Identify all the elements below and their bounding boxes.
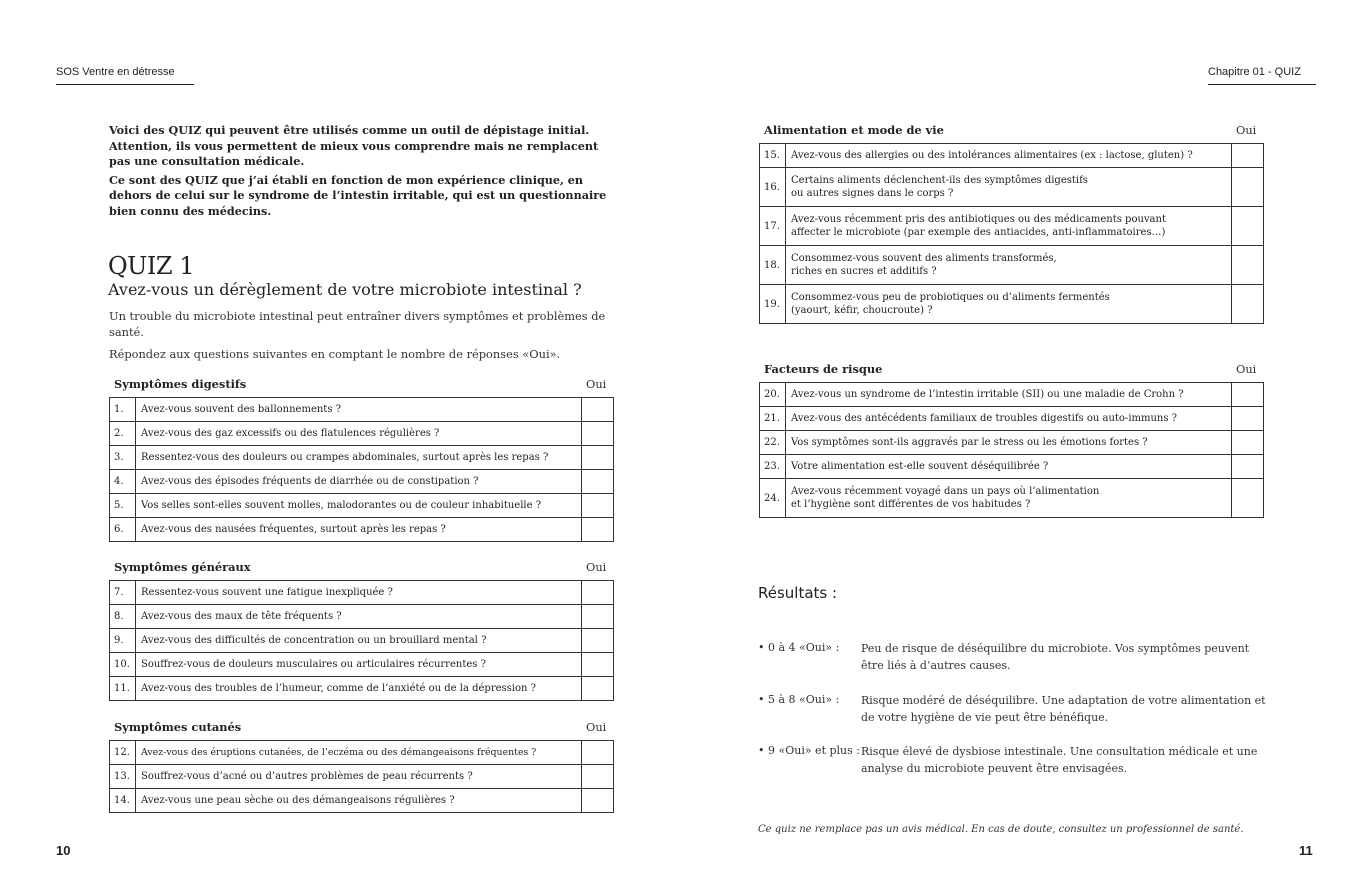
table-row xyxy=(760,455,1264,479)
question-number: 22. xyxy=(760,431,786,455)
question-number: 7. xyxy=(110,581,136,605)
table-row xyxy=(760,168,1264,207)
question-text: Vos symptômes sont-ils aggravés par le stress ou les émotions fortes ? xyxy=(786,431,1232,455)
intro-p1-part-a: Voici des QUIZ qui peuvent être utilisés comme un outil de dépistage initial. Attention, ils vous permettent de mieux vous comprendre mais xyxy=(109,123,590,153)
oui-column-label: Oui xyxy=(586,720,607,734)
question-line-2: riches en sucres et additifs ? xyxy=(791,266,937,277)
table-row xyxy=(760,207,1264,246)
answer-checkbox[interactable] xyxy=(582,518,614,542)
question-number: 15. xyxy=(760,144,786,168)
section-title-digestifs: Symptômes digestifs xyxy=(114,377,247,391)
question-text xyxy=(786,246,1232,285)
question-text: Avez-vous souvent des ballonnements ? xyxy=(136,398,582,422)
answer-checkbox[interactable] xyxy=(1232,407,1264,431)
table-row xyxy=(110,422,614,446)
question-text xyxy=(786,479,1232,518)
result-range-label: • 5 à 8 «Oui» : xyxy=(758,693,840,706)
question-number: 14. xyxy=(110,789,136,813)
oui-column-label: Oui xyxy=(1236,362,1257,376)
question-line-1: Consommez-vous souvent des aliments transformés, xyxy=(791,253,1057,264)
quiz-title: QUIZ 1 xyxy=(108,252,194,280)
question-text: Avez-vous des éruptions cutanées, de l’eczéma ou des démangeaisons fréquentes ? xyxy=(136,741,582,765)
table-row xyxy=(760,479,1264,518)
answer-checkbox[interactable] xyxy=(582,677,614,701)
question-text: Avez-vous des allergies ou des intolérances alimentaires (ex : lactose, gluten) ? xyxy=(786,144,1232,168)
answer-checkbox[interactable] xyxy=(1232,207,1264,246)
result-range-label: • 0 à 4 «Oui» : xyxy=(758,641,840,654)
question-number: 21. xyxy=(760,407,786,431)
result-description: Risque modéré de déséquilibre. Une adaptation de votre alimentation et de votre hygiène de vie peut être bénéfique. xyxy=(861,694,1266,724)
running-header-right: Chapitre 01 - QUIZ xyxy=(1208,66,1301,78)
answer-checkbox[interactable] xyxy=(582,494,614,518)
table-row xyxy=(110,677,614,701)
answer-checkbox[interactable] xyxy=(582,470,614,494)
question-number: 13. xyxy=(110,765,136,789)
answer-checkbox[interactable] xyxy=(1232,144,1264,168)
table-row xyxy=(110,398,614,422)
answer-checkbox[interactable] xyxy=(1232,479,1264,518)
answer-checkbox[interactable] xyxy=(582,741,614,765)
table-row xyxy=(110,581,614,605)
section-title-risque: Facteurs de risque xyxy=(764,362,883,376)
answer-checkbox[interactable] xyxy=(582,581,614,605)
question-table-digestifs xyxy=(109,397,614,542)
question-text: Votre alimentation est-elle souvent déséquilibrée ? xyxy=(786,455,1232,479)
answer-checkbox[interactable] xyxy=(582,605,614,629)
question-number: 18. xyxy=(760,246,786,285)
answer-checkbox[interactable] xyxy=(582,789,614,813)
question-number: 10. xyxy=(110,653,136,677)
question-text xyxy=(786,285,1232,324)
section-title-alimentation: Alimentation et mode de vie xyxy=(764,123,944,137)
intro-paragraph-2: Ce sont des QUIZ que j’ai établi en fonction de mon expérience clinique, en dehors de celui sur le syndrome de l’intestin irritable, qui est un questionnaire bien connu des médecins. xyxy=(109,172,607,218)
question-line-2: affecter le microbiote (par exemple des antiacides, anti-inflammatoires…) xyxy=(791,227,1166,238)
question-number: 12. xyxy=(110,741,136,765)
table-row xyxy=(110,518,614,542)
intro-paragraph-1 xyxy=(109,123,617,170)
table-row xyxy=(110,446,614,470)
table-row xyxy=(110,741,614,765)
answer-checkbox[interactable] xyxy=(582,765,614,789)
intro-text xyxy=(109,123,617,222)
table-row xyxy=(110,653,614,677)
table-row xyxy=(110,470,614,494)
medical-disclaimer: Ce quiz ne remplace pas un avis médical. En cas de doute, consultez un professionnel de santé. xyxy=(758,824,1244,835)
question-number: 11. xyxy=(110,677,136,701)
question-table-risque xyxy=(759,382,1264,518)
table-row xyxy=(760,407,1264,431)
answer-checkbox[interactable] xyxy=(1232,246,1264,285)
question-line-1: Avez-vous récemment voyagé dans un pays où l’alimentation xyxy=(791,486,1100,497)
question-number: 4. xyxy=(110,470,136,494)
question-number: 23. xyxy=(760,455,786,479)
answer-checkbox[interactable] xyxy=(1232,383,1264,407)
result-description: Peu de risque de déséquilibre du microbiote. Vos symptômes peuvent être liés à d’autres causes. xyxy=(861,642,1250,672)
answer-checkbox[interactable] xyxy=(1232,168,1264,207)
question-text: Avez-vous des troubles de l’humeur, comme de l’anxiété ou de la dépression ? xyxy=(136,677,582,701)
question-number: 19. xyxy=(760,285,786,324)
question-line-2: ou autres signes dans le corps ? xyxy=(791,188,954,199)
intro-p1-part-c: une consultation médicale. xyxy=(130,154,305,168)
section-title-generaux: Symptômes généraux xyxy=(114,560,251,574)
table-row xyxy=(760,431,1264,455)
question-line-1: Avez-vous récemment pris des antibiotiques ou des médicaments pouvant xyxy=(791,214,1166,225)
answer-checkbox[interactable] xyxy=(582,653,614,677)
results-title: Résultats : xyxy=(758,584,838,602)
table-row xyxy=(760,383,1264,407)
question-text: Vos selles sont-elles souvent molles, malodorantes ou de couleur inhabituelle ? xyxy=(136,494,582,518)
table-row xyxy=(110,629,614,653)
answer-checkbox[interactable] xyxy=(582,446,614,470)
question-text xyxy=(786,168,1232,207)
question-number: 20. xyxy=(760,383,786,407)
question-line-2: et l’hygiène sont différentes de vos habitudes ? xyxy=(791,499,1031,510)
table-row xyxy=(110,789,614,813)
question-line-2: (yaourt, kéfir, choucroute) ? xyxy=(791,305,933,316)
result-description: Risque élevé de dysbiose intestinale. Une consultation médicale et une analyse du microbiote peuvent être envisagées. xyxy=(861,745,1258,775)
question-number: 9. xyxy=(110,629,136,653)
intro-p1-emphasis: ne remplacent pas xyxy=(109,138,599,168)
header-underline-right xyxy=(1208,84,1316,85)
running-header-left: SOS Ventre en détresse xyxy=(56,66,175,78)
question-text: Avez-vous des difficultés de concentration ou un brouillard mental ? xyxy=(136,629,582,653)
result-range-label: • 9 «Oui» et plus : xyxy=(758,744,860,757)
question-line-1: Consommez-vous peu de probiotiques ou d’aliments fermentés xyxy=(791,292,1110,303)
question-text: Avez-vous des maux de tête fréquents ? xyxy=(136,605,582,629)
question-text: Avez-vous des épisodes fréquents de diarrhée ou de constipation ? xyxy=(136,470,582,494)
question-text: Ressentez-vous des douleurs ou crampes abdominales, surtout après les repas ? xyxy=(136,446,582,470)
question-text: Avez-vous des antécédents familiaux de troubles digestifs ou auto-immuns ? xyxy=(786,407,1232,431)
table-row xyxy=(110,605,614,629)
question-table-generaux xyxy=(109,580,614,701)
question-line-1: Certains aliments déclenchent-ils des symptômes digestifs xyxy=(791,175,1088,186)
question-text: Avez-vous des nausées fréquentes, surtout après les repas ? xyxy=(136,518,582,542)
answer-checkbox[interactable] xyxy=(1232,455,1264,479)
quiz-subtitle: Avez-vous un dérèglement de votre microbiote intestinal ? xyxy=(108,280,582,299)
page-number-right: 11 xyxy=(1299,843,1313,858)
question-text: Souffrez-vous d’acné ou d’autres problèmes de peau récurrents ? xyxy=(136,765,582,789)
question-number: 16. xyxy=(760,168,786,207)
table-row xyxy=(760,246,1264,285)
header-underline-left xyxy=(56,84,194,85)
question-text: Ressentez-vous souvent une fatigue inexpliquée ? xyxy=(136,581,582,605)
oui-column-label: Oui xyxy=(1236,123,1257,137)
page-number-left: 10 xyxy=(56,843,71,858)
oui-column-label: Oui xyxy=(586,560,607,574)
question-table-cutanes xyxy=(109,740,614,813)
table-row xyxy=(110,765,614,789)
table-row xyxy=(760,285,1264,324)
answer-checkbox[interactable] xyxy=(1232,285,1264,324)
section-title-cutanes: Symptômes cutanés xyxy=(114,720,242,734)
question-text: Avez-vous un syndrome de l’intestin irritable (SII) ou une maladie de Crohn ? xyxy=(786,383,1232,407)
question-text: Souffrez-vous de douleurs musculaires ou articulaires récurrentes ? xyxy=(136,653,582,677)
quiz-instruction: Répondez aux questions suivantes en comptant le nombre de réponses «Oui». xyxy=(109,347,561,361)
answer-checkbox[interactable] xyxy=(582,629,614,653)
question-number: 24. xyxy=(760,479,786,518)
question-number: 2. xyxy=(110,422,136,446)
answer-checkbox[interactable] xyxy=(1232,431,1264,455)
table-row xyxy=(760,144,1264,168)
question-table-alimentation xyxy=(759,143,1264,324)
question-number: 1. xyxy=(110,398,136,422)
question-number: 5. xyxy=(110,494,136,518)
question-number: 3. xyxy=(110,446,136,470)
table-row xyxy=(110,494,614,518)
question-text: Avez-vous une peau sèche ou des démangeaisons régulières ? xyxy=(136,789,582,813)
question-number: 6. xyxy=(110,518,136,542)
answer-checkbox[interactable] xyxy=(582,422,614,446)
answer-checkbox[interactable] xyxy=(582,398,614,422)
question-number: 17. xyxy=(760,207,786,246)
quiz-description: Un trouble du microbiote intestinal peut entraîner divers symptômes et problèmes de santé. xyxy=(109,309,606,339)
question-number: 8. xyxy=(110,605,136,629)
question-text xyxy=(786,207,1232,246)
question-text: Avez-vous des gaz excessifs ou des flatulences régulières ? xyxy=(136,422,582,446)
oui-column-label: Oui xyxy=(586,377,607,391)
